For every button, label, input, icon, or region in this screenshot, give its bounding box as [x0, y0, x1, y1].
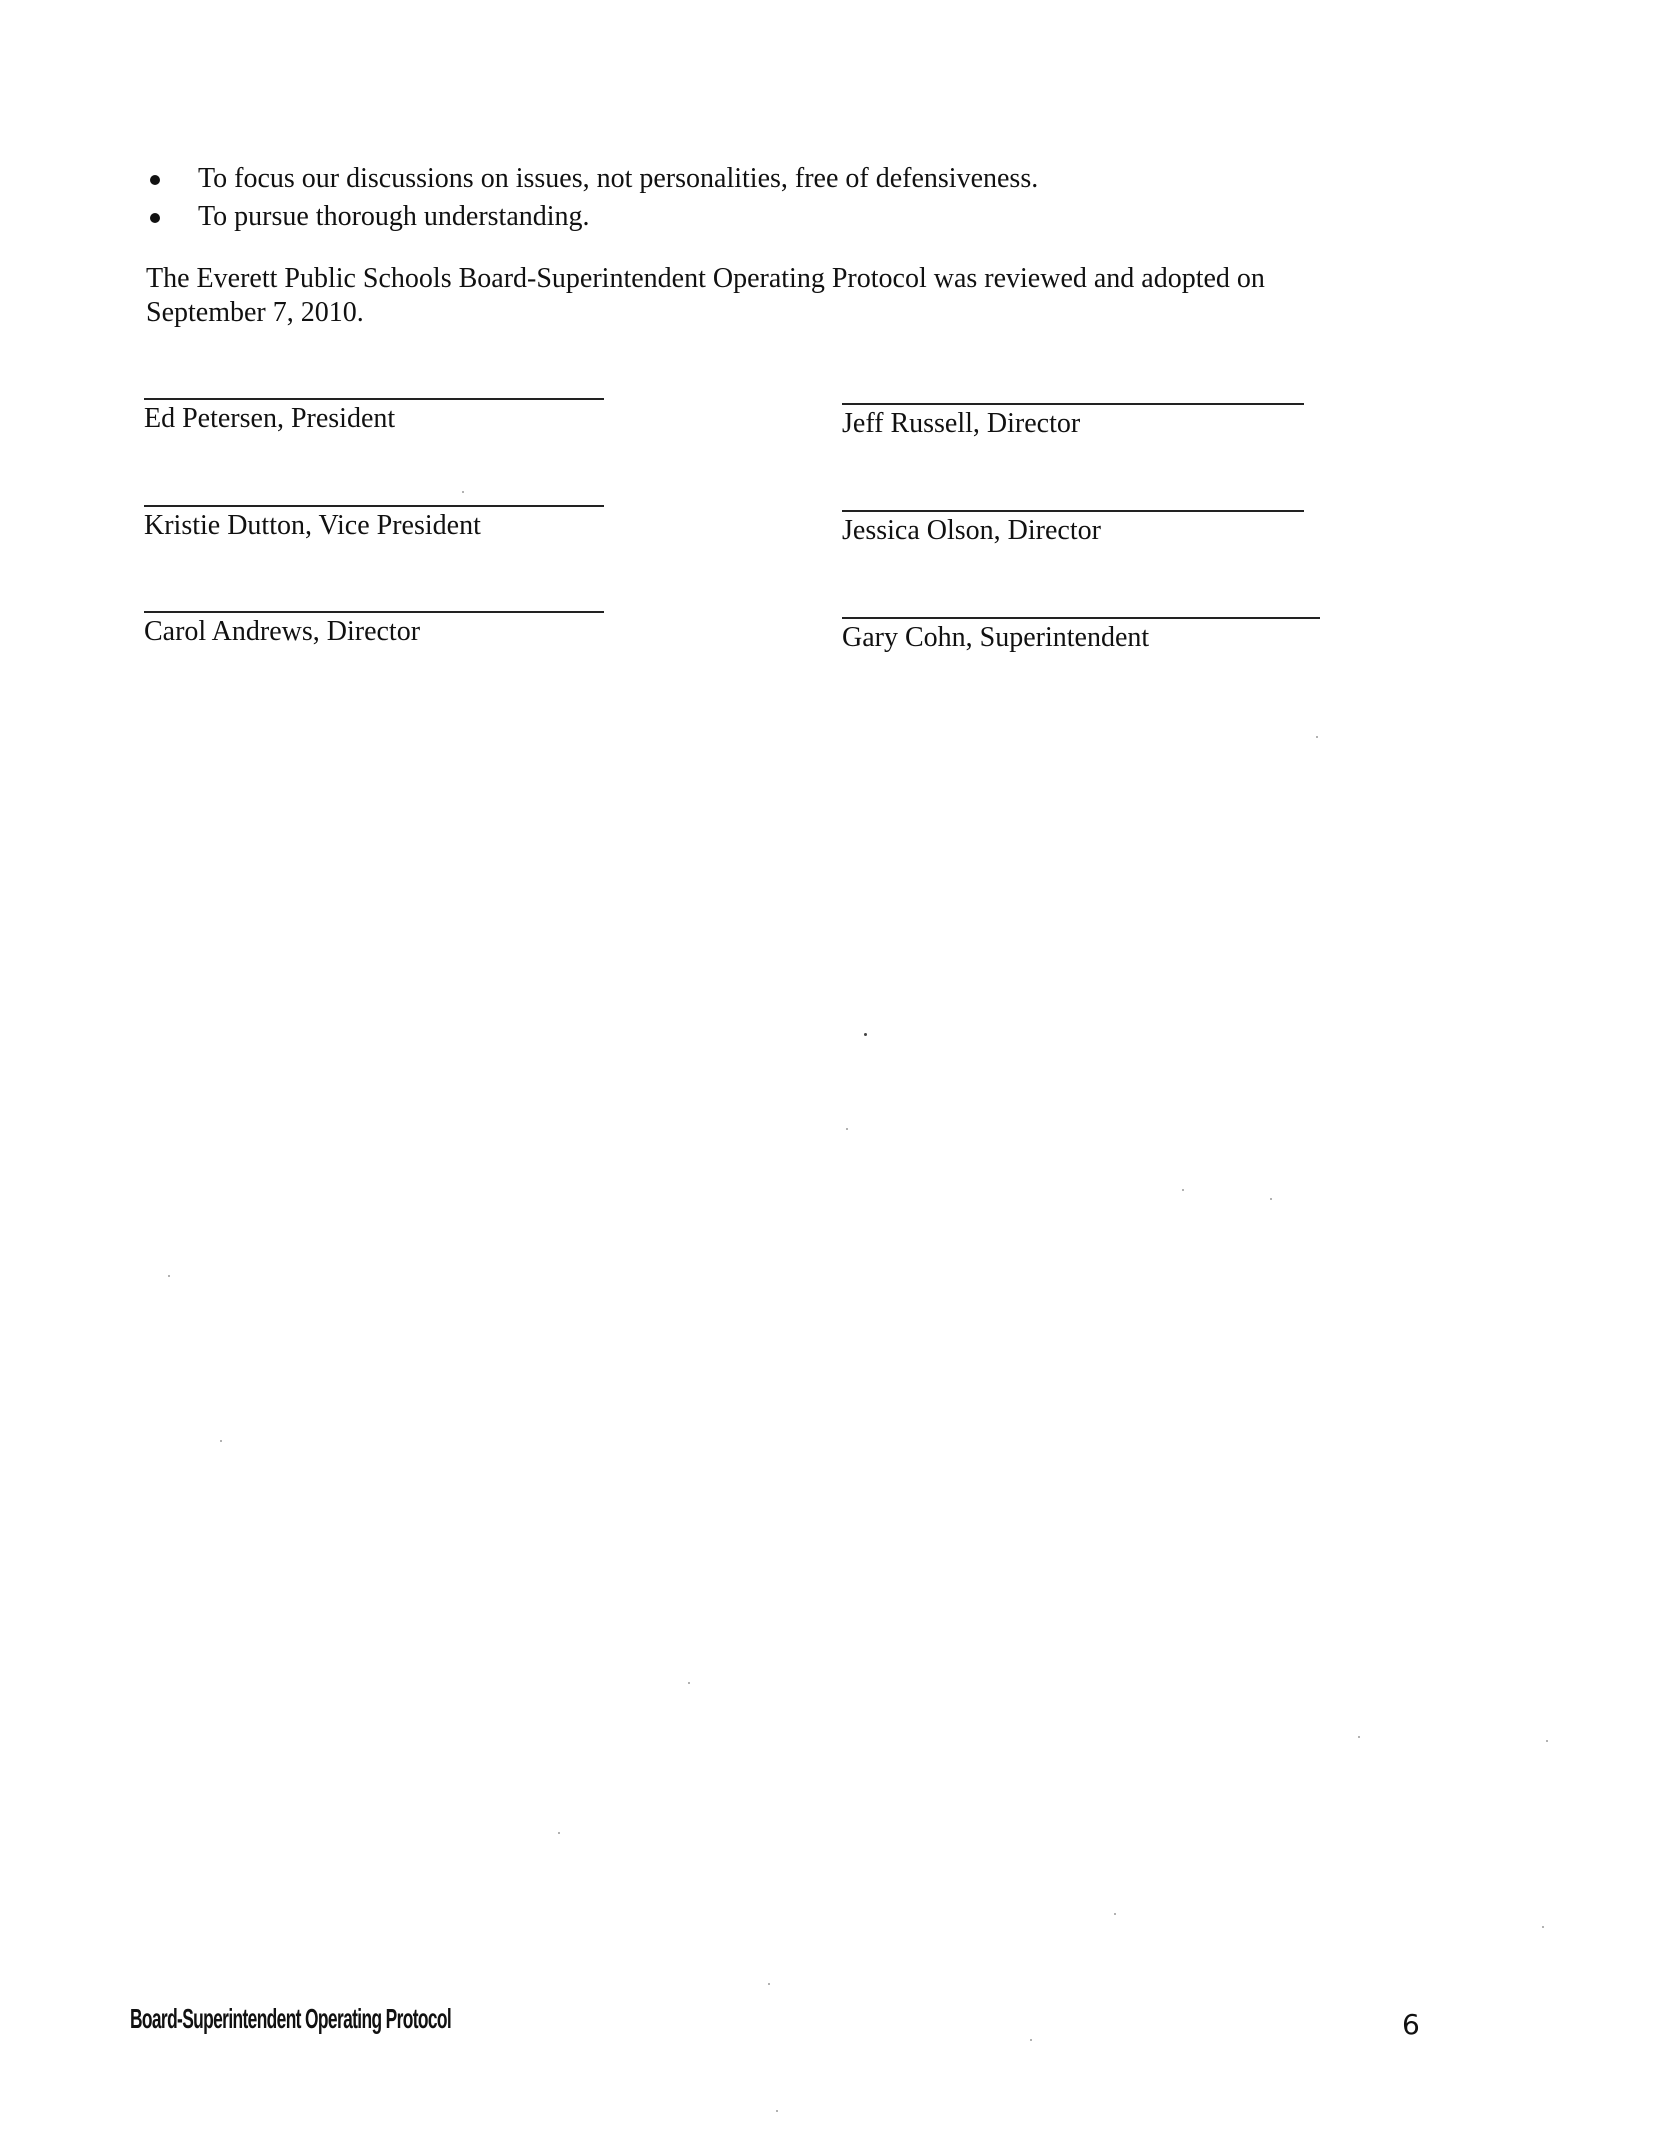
signature-block-director-andrews	[144, 611, 604, 649]
scan-speck	[1358, 1736, 1360, 1738]
scan-speck	[1270, 1198, 1272, 1200]
adoption-statement: The Everett Public Schools Board-Superintendent Operating Protocol was reviewed and adopted on September 7, 2010.	[146, 263, 1265, 328]
signatory-name: Ed Petersen, President	[144, 403, 396, 434]
scan-speck	[1546, 1740, 1548, 1742]
scan-speck	[768, 1983, 770, 1985]
signature-line	[842, 617, 1320, 619]
scan-speck	[168, 1275, 170, 1277]
signature-line	[144, 611, 604, 613]
signature-block-president	[144, 398, 604, 436]
signature-line	[842, 403, 1304, 405]
footer-document-title: Board-Superintendent Operating Protocol	[130, 2003, 452, 2034]
scan-speck	[1316, 736, 1318, 738]
scan-speck	[1030, 2039, 1032, 2041]
scan-speck	[864, 1033, 867, 1036]
signatory-name: Gary Cohn, Superintendent	[842, 622, 1150, 653]
scan-speck	[462, 491, 464, 493]
scan-speck	[846, 1128, 848, 1130]
scan-speck	[220, 1440, 222, 1442]
bullet-item	[144, 160, 1444, 198]
bullet-text: To focus our discussions on issues, not personalities, free of defensiveness.	[198, 163, 1039, 194]
signature-line	[144, 398, 604, 400]
bullet-icon	[150, 213, 160, 223]
page-number: 6	[1402, 2008, 1420, 2041]
signatory-name: Kristie Dutton, Vice President	[144, 510, 481, 541]
signatory-name: Jeff Russell, Director	[842, 408, 1081, 439]
signature-block-superintendent	[842, 617, 1320, 655]
signatory-name: Jessica Olson, Director	[842, 515, 1101, 546]
scan-speck	[1182, 1189, 1184, 1191]
signature-block-director-olson	[842, 510, 1304, 548]
bullet-icon	[150, 175, 160, 185]
scan-speck	[1114, 1913, 1116, 1915]
bullet-item	[144, 198, 1444, 236]
scan-speck	[688, 1682, 690, 1684]
signature-line	[144, 505, 604, 507]
signature-block-director-russell	[842, 403, 1304, 441]
bullet-text: To pursue thorough understanding.	[198, 201, 590, 232]
scan-speck	[1542, 1926, 1544, 1928]
bullet-list	[144, 160, 1444, 236]
scan-speck	[558, 1832, 560, 1834]
signatory-name: Carol Andrews, Director	[144, 616, 421, 647]
signature-block-vice-president	[144, 505, 604, 543]
signature-line	[842, 510, 1304, 512]
scan-speck	[776, 2110, 778, 2112]
